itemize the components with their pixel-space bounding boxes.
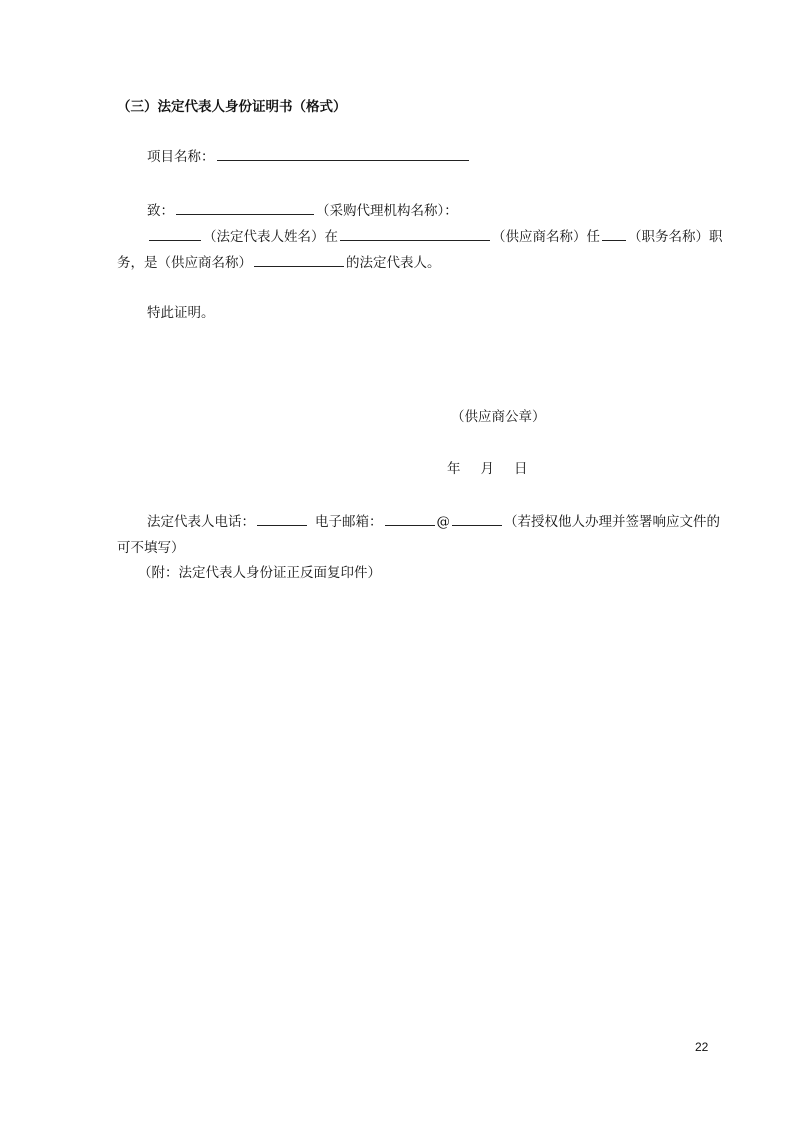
- supplier-name-blank-2[interactable]: [254, 254, 344, 267]
- attachment-note: （附：法定代表人身份证正反面复印件）: [138, 565, 381, 581]
- statement-part-5: 的法定代表人。: [346, 255, 441, 271]
- email-user-blank[interactable]: [385, 513, 435, 526]
- statement-part-2: （供应商名称）任: [492, 229, 600, 245]
- statement-part-3: （职务名称）职: [628, 229, 723, 245]
- email-at: @: [436, 514, 450, 530]
- contact-note-part-2: 可不填写）: [117, 540, 185, 556]
- certify-text: 特此证明。: [147, 305, 215, 321]
- to-line: [147, 202, 458, 220]
- contact-note-part-1: （若授权他人办理并签署响应文件的: [504, 514, 720, 530]
- agency-name-blank[interactable]: [176, 202, 314, 215]
- project-name-blank[interactable]: [217, 148, 469, 161]
- statement-part-4: 务，是（供应商名称）: [117, 255, 252, 271]
- date-year: 年: [447, 461, 461, 477]
- project-name-label: 项目名称：: [147, 149, 215, 165]
- statement-line-2: [117, 254, 441, 272]
- page-number: 22: [695, 1040, 709, 1054]
- representative-name-blank[interactable]: [149, 228, 201, 241]
- supplier-name-blank[interactable]: [340, 228, 490, 241]
- statement-line-1: [147, 228, 723, 246]
- statement-part-1: （法定代表人姓名）在: [203, 229, 338, 245]
- email-domain-blank[interactable]: [452, 513, 502, 526]
- date-line: [447, 460, 528, 478]
- project-name-line: [147, 148, 471, 166]
- date-month: 月: [480, 461, 494, 477]
- phone-blank[interactable]: [257, 513, 307, 526]
- to-suffix: （采购代理机构名称）：: [316, 203, 458, 219]
- phone-label: 法定代表人电话：: [147, 514, 255, 530]
- position-blank[interactable]: [602, 228, 626, 241]
- supplier-seal: （供应商公章）: [451, 409, 546, 425]
- section-title: （三）法定代表人身份证明书（格式）: [117, 99, 347, 115]
- date-day: 日: [514, 461, 528, 477]
- contact-line-1: [147, 513, 720, 531]
- to-label: 致：: [147, 203, 174, 219]
- email-label: 电子邮箱：: [315, 514, 383, 530]
